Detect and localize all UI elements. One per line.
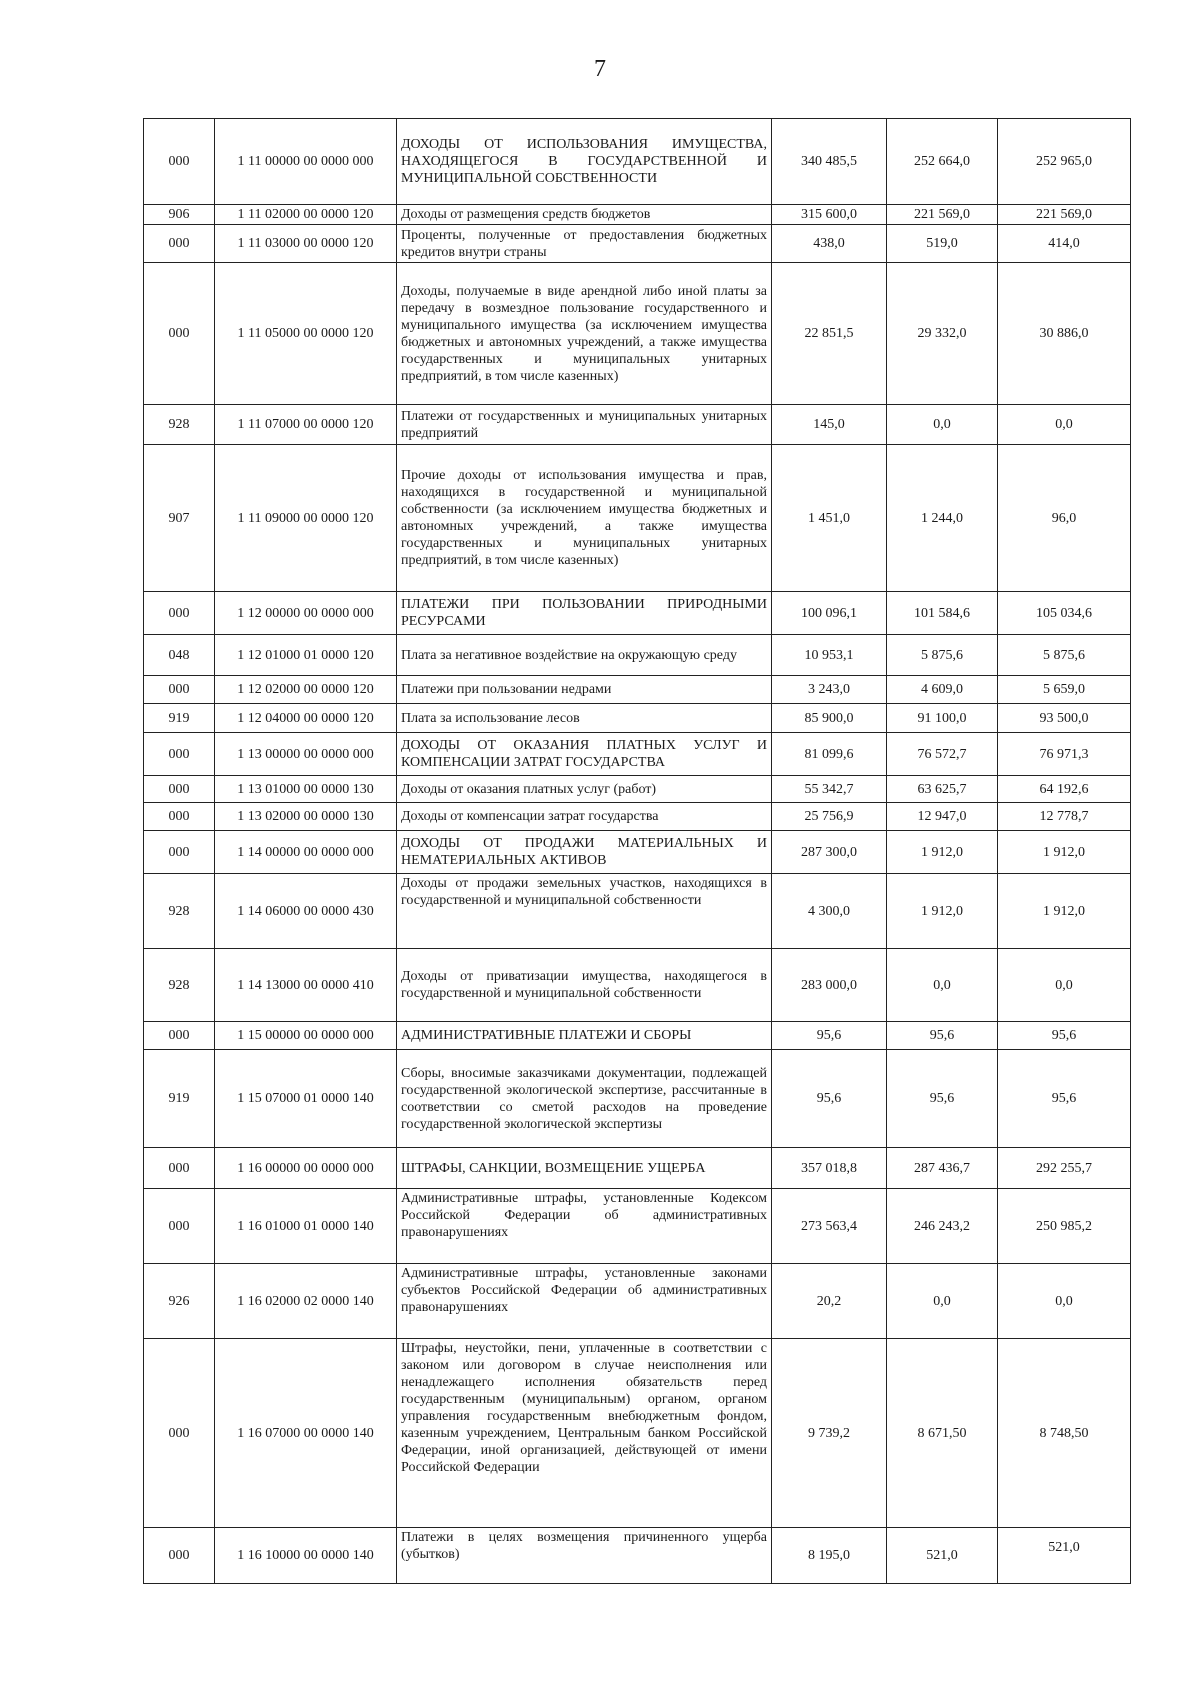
table-row bbox=[144, 1022, 1131, 1050]
admin-code-cell: 928 bbox=[144, 949, 215, 1022]
value-year2-cell: 63 625,7 bbox=[887, 776, 998, 803]
value-year3-cell: 252 965,0 bbox=[998, 119, 1131, 205]
value-year2-cell: 519,0 bbox=[887, 225, 998, 263]
value-year3-cell: 5 659,0 bbox=[998, 676, 1131, 704]
value-year1-cell: 315 600,0 bbox=[772, 205, 887, 225]
admin-code-cell: 000 bbox=[144, 1022, 215, 1050]
table-row bbox=[144, 1264, 1131, 1339]
budget-code-cell: 1 11 07000 00 0000 120 bbox=[215, 405, 397, 445]
revenue-name-cell: Административные штрафы, установленные законами субъектов Российской Федерации об административных правонарушениях bbox=[397, 1264, 772, 1339]
value-year3-cell: 30 886,0 bbox=[998, 263, 1131, 405]
value-year1-cell: 287 300,0 bbox=[772, 831, 887, 874]
table-row bbox=[144, 676, 1131, 704]
admin-code-cell: 000 bbox=[144, 1339, 215, 1528]
revenue-name-cell: Доходы от оказания платных услуг (работ) bbox=[397, 776, 772, 803]
value-year3-cell: 12 778,7 bbox=[998, 803, 1131, 831]
value-year1-cell: 340 485,5 bbox=[772, 119, 887, 205]
value-year2-cell: 12 947,0 bbox=[887, 803, 998, 831]
value-year2-cell: 1 912,0 bbox=[887, 874, 998, 949]
value-year1-cell: 22 851,5 bbox=[772, 263, 887, 405]
value-year2-cell: 95,6 bbox=[887, 1050, 998, 1148]
value-year1-cell: 9 739,2 bbox=[772, 1339, 887, 1528]
table-row bbox=[144, 635, 1131, 676]
value-year3-cell: 5 875,6 bbox=[998, 635, 1131, 676]
value-year3-cell: 95,6 bbox=[998, 1022, 1131, 1050]
budget-code-cell: 1 12 02000 00 0000 120 bbox=[215, 676, 397, 704]
value-year3-cell: 76 971,3 bbox=[998, 733, 1131, 776]
budget-code-cell: 1 14 00000 00 0000 000 bbox=[215, 831, 397, 874]
value-year3-cell: 521,0 bbox=[998, 1528, 1131, 1584]
revenue-name-cell: Сборы, вносимые заказчиками документации, подлежащей государственной экологической экспертизе, рассчитанные в соответствии со сметой расходов на проведение государственной экологической экспертизы bbox=[397, 1050, 772, 1148]
admin-code-cell: 000 bbox=[144, 1528, 215, 1584]
table-row bbox=[144, 831, 1131, 874]
value-year1-cell: 95,6 bbox=[772, 1022, 887, 1050]
budget-code-cell: 1 13 01000 00 0000 130 bbox=[215, 776, 397, 803]
admin-code-cell: 000 bbox=[144, 1148, 215, 1189]
admin-code-cell: 000 bbox=[144, 1189, 215, 1264]
admin-code-cell: 000 bbox=[144, 803, 215, 831]
budget-code-cell: 1 12 01000 01 0000 120 bbox=[215, 635, 397, 676]
admin-code-cell: 907 bbox=[144, 445, 215, 592]
revenue-name-cell: Доходы, получаемые в виде арендной либо иной платы за передачу в возмездное пользование государственного и муниципального имущества (за исключением имущества бюджетных и автономных учреждений, а также имущества государственных и муниципальных унитарных предприятий, в том числе казенных) bbox=[397, 263, 772, 405]
table-row bbox=[144, 776, 1131, 803]
value-year3-cell: 96,0 bbox=[998, 445, 1131, 592]
budget-code-cell: 1 16 01000 01 0000 140 bbox=[215, 1189, 397, 1264]
value-year1-cell: 283 000,0 bbox=[772, 949, 887, 1022]
revenue-name-cell: Прочие доходы от использования имущества и прав, находящихся в государственной и муниципальной собственности (за исключением имущества бюджетных и автономных учреждений, а также имущества государственных и муниципальных унитарных предприятий, в том числе казенных) bbox=[397, 445, 772, 592]
value-year1-cell: 95,6 bbox=[772, 1050, 887, 1148]
admin-code-cell: 048 bbox=[144, 635, 215, 676]
revenue-name-cell: Доходы от компенсации затрат государства bbox=[397, 803, 772, 831]
value-year3-cell: 93 500,0 bbox=[998, 704, 1131, 733]
revenue-name-cell: Платежи в целях возмещения причиненного ущерба (убытков) bbox=[397, 1528, 772, 1584]
value-year2-cell: 95,6 bbox=[887, 1022, 998, 1050]
revenue-name-cell: ПЛАТЕЖИ ПРИ ПОЛЬЗОВАНИИ ПРИРОДНЫМИ РЕСУРСАМИ bbox=[397, 592, 772, 635]
budget-code-cell: 1 11 02000 00 0000 120 bbox=[215, 205, 397, 225]
revenue-name-cell: Административные штрафы, установленные Кодексом Российской Федерации об административных правонарушениях bbox=[397, 1189, 772, 1264]
value-year1-cell: 145,0 bbox=[772, 405, 887, 445]
admin-code-cell: 000 bbox=[144, 733, 215, 776]
revenue-table-body bbox=[144, 119, 1131, 1584]
admin-code-cell: 919 bbox=[144, 1050, 215, 1148]
admin-code-cell: 926 bbox=[144, 1264, 215, 1339]
budget-code-cell: 1 11 00000 00 0000 000 bbox=[215, 119, 397, 205]
value-year3-cell: 292 255,7 bbox=[998, 1148, 1131, 1189]
value-year3-cell: 105 034,6 bbox=[998, 592, 1131, 635]
table-row bbox=[144, 1528, 1131, 1584]
value-year2-cell: 101 584,6 bbox=[887, 592, 998, 635]
value-year1-cell: 1 451,0 bbox=[772, 445, 887, 592]
value-year2-cell: 252 664,0 bbox=[887, 119, 998, 205]
value-year2-cell: 246 243,2 bbox=[887, 1189, 998, 1264]
revenue-name-cell: ШТРАФЫ, САНКЦИИ, ВОЗМЕЩЕНИЕ УЩЕРБА bbox=[397, 1148, 772, 1189]
budget-code-cell: 1 13 00000 00 0000 000 bbox=[215, 733, 397, 776]
value-year3-cell: 8 748,50 bbox=[998, 1339, 1131, 1528]
budget-code-cell: 1 16 00000 00 0000 000 bbox=[215, 1148, 397, 1189]
value-year3-cell: 1 912,0 bbox=[998, 874, 1131, 949]
value-year1-cell: 8 195,0 bbox=[772, 1528, 887, 1584]
value-year2-cell: 287 436,7 bbox=[887, 1148, 998, 1189]
table-row bbox=[144, 405, 1131, 445]
value-year3-cell: 414,0 bbox=[998, 225, 1131, 263]
table-row bbox=[144, 949, 1131, 1022]
value-year2-cell: 1 244,0 bbox=[887, 445, 998, 592]
value-year3-cell: 1 912,0 bbox=[998, 831, 1131, 874]
table-row bbox=[144, 445, 1131, 592]
admin-code-cell: 919 bbox=[144, 704, 215, 733]
value-year3-cell: 0,0 bbox=[998, 405, 1131, 445]
budget-code-cell: 1 13 02000 00 0000 130 bbox=[215, 803, 397, 831]
admin-code-cell: 928 bbox=[144, 874, 215, 949]
revenue-name-cell: Платежи при пользовании недрами bbox=[397, 676, 772, 704]
revenue-name-cell: Проценты, полученные от предоставления бюджетных кредитов внутри страны bbox=[397, 225, 772, 263]
admin-code-cell: 000 bbox=[144, 119, 215, 205]
value-year2-cell: 0,0 bbox=[887, 1264, 998, 1339]
value-year1-cell: 438,0 bbox=[772, 225, 887, 263]
value-year1-cell: 10 953,1 bbox=[772, 635, 887, 676]
admin-code-cell: 928 bbox=[144, 405, 215, 445]
value-year3-cell: 250 985,2 bbox=[998, 1189, 1131, 1264]
revenue-name-cell: Штрафы, неустойки, пени, уплаченные в соответствии с законом или договором в случае неисполнения или ненадлежащего исполнения обязательств перед государственным (муниципальным) органом, органом управления государственным внебюджетным фондом, казенным учреждением, Центральным банком Российской Федерации, иной организацией, действующей от имени Российской Федерации bbox=[397, 1339, 772, 1528]
admin-code-cell: 906 bbox=[144, 205, 215, 225]
value-year2-cell: 5 875,6 bbox=[887, 635, 998, 676]
table-row bbox=[144, 119, 1131, 205]
revenue-name-cell: Доходы от приватизации имущества, находящегося в государственной и муниципальной собственности bbox=[397, 949, 772, 1022]
budget-code-cell: 1 14 06000 00 0000 430 bbox=[215, 874, 397, 949]
admin-code-cell: 000 bbox=[144, 592, 215, 635]
budget-code-cell: 1 11 03000 00 0000 120 bbox=[215, 225, 397, 263]
revenue-name-cell: ДОХОДЫ ОТ ПРОДАЖИ МАТЕРИАЛЬНЫХ И НЕМАТЕРИАЛЬНЫХ АКТИВОВ bbox=[397, 831, 772, 874]
value-year1-cell: 25 756,9 bbox=[772, 803, 887, 831]
value-year2-cell: 4 609,0 bbox=[887, 676, 998, 704]
revenue-name-cell: ДОХОДЫ ОТ ИСПОЛЬЗОВАНИЯ ИМУЩЕСТВА, НАХОДЯЩЕГОСЯ В ГОСУДАРСТВЕННОЙ И МУНИЦИПАЛЬНОЙ СОБСТВЕННОСТИ bbox=[397, 119, 772, 205]
budget-code-cell: 1 16 07000 00 0000 140 bbox=[215, 1339, 397, 1528]
table-row bbox=[144, 874, 1131, 949]
table-row bbox=[144, 205, 1131, 225]
table-row bbox=[144, 733, 1131, 776]
budget-code-cell: 1 14 13000 00 0000 410 bbox=[215, 949, 397, 1022]
value-year1-cell: 100 096,1 bbox=[772, 592, 887, 635]
budget-code-cell: 1 11 05000 00 0000 120 bbox=[215, 263, 397, 405]
admin-code-cell: 000 bbox=[144, 676, 215, 704]
value-year1-cell: 85 900,0 bbox=[772, 704, 887, 733]
budget-code-cell: 1 11 09000 00 0000 120 bbox=[215, 445, 397, 592]
revenue-name-cell: Доходы от размещения средств бюджетов bbox=[397, 205, 772, 225]
table-row bbox=[144, 592, 1131, 635]
value-year1-cell: 81 099,6 bbox=[772, 733, 887, 776]
value-year2-cell: 521,0 bbox=[887, 1528, 998, 1584]
value-year3-cell: 95,6 bbox=[998, 1050, 1131, 1148]
budget-code-cell: 1 16 02000 02 0000 140 bbox=[215, 1264, 397, 1339]
admin-code-cell: 000 bbox=[144, 831, 215, 874]
value-year1-cell: 273 563,4 bbox=[772, 1189, 887, 1264]
value-year3-cell: 221 569,0 bbox=[998, 205, 1131, 225]
budget-code-cell: 1 12 00000 00 0000 000 bbox=[215, 592, 397, 635]
revenue-table bbox=[143, 118, 1131, 1584]
admin-code-cell: 000 bbox=[144, 225, 215, 263]
value-year1-cell: 20,2 bbox=[772, 1264, 887, 1339]
table-row bbox=[144, 803, 1131, 831]
admin-code-cell: 000 bbox=[144, 263, 215, 405]
table-row bbox=[144, 1189, 1131, 1264]
value-year2-cell: 1 912,0 bbox=[887, 831, 998, 874]
value-year3-cell: 0,0 bbox=[998, 1264, 1131, 1339]
table-row bbox=[144, 263, 1131, 405]
value-year1-cell: 4 300,0 bbox=[772, 874, 887, 949]
budget-code-cell: 1 15 00000 00 0000 000 bbox=[215, 1022, 397, 1050]
table-row bbox=[144, 704, 1131, 733]
budget-code-cell: 1 12 04000 00 0000 120 bbox=[215, 704, 397, 733]
table-row bbox=[144, 1339, 1131, 1528]
value-year2-cell: 8 671,50 bbox=[887, 1339, 998, 1528]
value-year2-cell: 221 569,0 bbox=[887, 205, 998, 225]
value-year3-cell: 0,0 bbox=[998, 949, 1131, 1022]
value-year1-cell: 357 018,8 bbox=[772, 1148, 887, 1189]
revenue-name-cell: АДМИНИСТРАТИВНЫЕ ПЛАТЕЖИ И СБОРЫ bbox=[397, 1022, 772, 1050]
admin-code-cell: 000 bbox=[144, 776, 215, 803]
value-year2-cell: 29 332,0 bbox=[887, 263, 998, 405]
revenue-name-cell: Платежи от государственных и муниципальных унитарных предприятий bbox=[397, 405, 772, 445]
budget-code-cell: 1 15 07000 01 0000 140 bbox=[215, 1050, 397, 1148]
table-row bbox=[144, 1148, 1131, 1189]
value-year2-cell: 0,0 bbox=[887, 405, 998, 445]
revenue-name-cell: Плата за негативное воздействие на окружающую среду bbox=[397, 635, 772, 676]
revenue-name-cell: Плата за использование лесов bbox=[397, 704, 772, 733]
value-year2-cell: 76 572,7 bbox=[887, 733, 998, 776]
revenue-name-cell: ДОХОДЫ ОТ ОКАЗАНИЯ ПЛАТНЫХ УСЛУГ И КОМПЕНСАЦИИ ЗАТРАТ ГОСУДАРСТВА bbox=[397, 733, 772, 776]
revenue-name-cell: Доходы от продажи земельных участков, находящихся в государственной и муниципальной собственности bbox=[397, 874, 772, 949]
budget-code-cell: 1 16 10000 00 0000 140 bbox=[215, 1528, 397, 1584]
value-year1-cell: 3 243,0 bbox=[772, 676, 887, 704]
value-year1-cell: 55 342,7 bbox=[772, 776, 887, 803]
value-year2-cell: 91 100,0 bbox=[887, 704, 998, 733]
value-year3-cell: 64 192,6 bbox=[998, 776, 1131, 803]
table-row bbox=[144, 1050, 1131, 1148]
page-number: 7 bbox=[594, 56, 606, 82]
table-row bbox=[144, 225, 1131, 263]
value-year2-cell: 0,0 bbox=[887, 949, 998, 1022]
